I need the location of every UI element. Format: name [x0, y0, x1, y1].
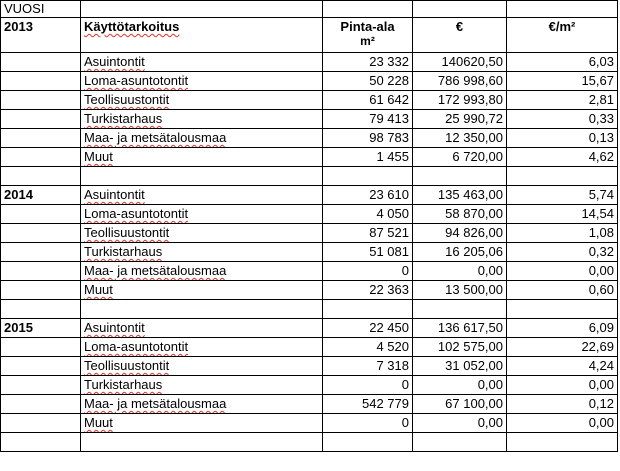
empty-cell: [81, 300, 323, 319]
year-cell: [1, 262, 81, 281]
area-cell: 23 332: [323, 53, 413, 72]
euro-per-m2-cell: 15,67: [507, 72, 618, 91]
area-cell: 542 779: [323, 395, 413, 414]
purpose-label: Loma-asuntotontit: [84, 339, 189, 354]
euro-per-m2-cell: 2,81: [507, 91, 618, 110]
table-row: [1, 129, 618, 148]
blank-row: [1, 433, 618, 452]
year-cell: [1, 148, 81, 167]
purpose-cell: [81, 319, 323, 338]
table-row: [1, 53, 618, 72]
purpose-cell: [81, 414, 323, 433]
area-cell: 79 413: [323, 110, 413, 129]
table-row: [1, 338, 618, 357]
purpose-cell: [81, 205, 323, 224]
purpose-label: Turkistarhaus: [84, 377, 163, 392]
euro-per-m2-cell: 0,60: [507, 281, 618, 300]
area-cell: 4 050: [323, 205, 413, 224]
table-row: [1, 281, 618, 300]
euro-per-m2-cell: 0,13: [507, 129, 618, 148]
euro-cell: 0,00: [413, 376, 507, 395]
header-year-cell: 2013: [1, 18, 81, 53]
year-cell: [1, 281, 81, 300]
area-cell: 7 318: [323, 357, 413, 376]
area-cell: 51 081: [323, 243, 413, 262]
euro-cell: 13 500,00: [413, 281, 507, 300]
empty-cell: [1, 167, 81, 186]
empty-cell: [1, 300, 81, 319]
purpose-label: Loma-asuntotontit: [84, 73, 189, 88]
header-area-label: Pinta-ala: [340, 19, 395, 34]
area-cell: 22 450: [323, 319, 413, 338]
euro-cell: 31 052,00: [413, 357, 507, 376]
purpose-cell: [81, 129, 323, 148]
table-row: [1, 224, 618, 243]
area-cell: 0: [323, 376, 413, 395]
purpose-cell: [81, 53, 323, 72]
blank-row: [1, 300, 618, 319]
purpose-cell: [81, 395, 323, 414]
purpose-cell: [81, 338, 323, 357]
year-cell: [1, 357, 81, 376]
empty-cell: [507, 1, 618, 18]
empty-cell: [413, 1, 507, 18]
empty-cell: [323, 433, 413, 452]
area-cell: 61 642: [323, 91, 413, 110]
purpose-label: Asuintontit: [84, 54, 145, 69]
empty-cell: [81, 433, 323, 452]
purpose-cell: [81, 357, 323, 376]
purpose-cell: [81, 110, 323, 129]
table-row: [1, 262, 618, 281]
purpose-label: Muut: [84, 415, 113, 430]
year-cell: [1, 338, 81, 357]
header-area-cell: [323, 18, 413, 53]
header-euro-cell: €: [413, 18, 507, 53]
year-cell: [1, 129, 81, 148]
purpose-label: Asuintontit: [84, 187, 145, 202]
purpose-cell: [81, 72, 323, 91]
euro-per-m2-cell: 5,74: [507, 186, 618, 205]
euro-cell: 94 826,00: [413, 224, 507, 243]
euro-per-m2-cell: 0,12: [507, 395, 618, 414]
area-cell: 23 610: [323, 186, 413, 205]
table-row: [1, 110, 618, 129]
year-cell: [1, 414, 81, 433]
purpose-cell: [81, 186, 323, 205]
area-cell: 98 783: [323, 129, 413, 148]
table-row: [1, 243, 618, 262]
euro-per-m2-cell: 0,33: [507, 110, 618, 129]
empty-cell: [507, 167, 618, 186]
purpose-cell: [81, 148, 323, 167]
empty-cell: [413, 433, 507, 452]
top-label-cell: VUOSI: [1, 1, 81, 18]
year-cell: 2014: [1, 186, 81, 205]
empty-cell: [323, 300, 413, 319]
euro-per-m2-cell: 14,54: [507, 205, 618, 224]
euro-per-m2-cell: 0,32: [507, 243, 618, 262]
table-row: [1, 376, 618, 395]
purpose-cell: [81, 262, 323, 281]
table-row: [1, 395, 618, 414]
header-purpose-cell: [81, 18, 323, 53]
area-cell: 1 455: [323, 148, 413, 167]
year-cell: [1, 376, 81, 395]
table-row: [1, 148, 618, 167]
area-cell: 0: [323, 262, 413, 281]
purpose-label: Asuintontit: [84, 320, 145, 335]
euro-cell: 0,00: [413, 262, 507, 281]
euro-per-m2-cell: 1,08: [507, 224, 618, 243]
euro-cell: 0,00: [413, 414, 507, 433]
empty-cell: [81, 167, 323, 186]
header-area-unit: m²: [360, 34, 375, 48]
euro-per-m2-cell: 0,00: [507, 414, 618, 433]
purpose-cell: [81, 224, 323, 243]
blank-row: [1, 167, 618, 186]
empty-cell: [507, 300, 618, 319]
empty-cell: [323, 1, 413, 18]
area-cell: 87 521: [323, 224, 413, 243]
header-row: [1, 18, 618, 53]
purpose-label: Maa- ja metsätalousmaa: [84, 396, 227, 411]
euro-per-m2-cell: 4,62: [507, 148, 618, 167]
purpose-cell: [81, 243, 323, 262]
euro-cell: 102 575,00: [413, 338, 507, 357]
euro-cell: 140620,50: [413, 53, 507, 72]
year-cell: [1, 224, 81, 243]
euro-per-m2-cell: 0,00: [507, 376, 618, 395]
euro-per-m2-cell: 6,09: [507, 319, 618, 338]
year-cell: 2015: [1, 319, 81, 338]
purpose-label: Teollisuustontit: [84, 92, 170, 107]
euro-per-m2-cell: 0,00: [507, 262, 618, 281]
euro-cell: 16 205,06: [413, 243, 507, 262]
table-row: [1, 319, 618, 338]
euro-cell: 135 463,00: [413, 186, 507, 205]
euro-per-m2-cell: 22,69: [507, 338, 618, 357]
year-cell: [1, 395, 81, 414]
purpose-cell: [81, 281, 323, 300]
header-euro-per-m2-cell: €/m²: [507, 18, 618, 53]
euro-cell: 786 998,60: [413, 72, 507, 91]
euro-cell: 58 870,00: [413, 205, 507, 224]
header-purpose-label: Käyttötarkoitus: [84, 19, 180, 34]
area-cell: 50 228: [323, 72, 413, 91]
euro-per-m2-cell: 4,24: [507, 357, 618, 376]
euro-cell: 6 720,00: [413, 148, 507, 167]
purpose-label: Turkistarhaus: [84, 111, 163, 126]
empty-cell: [507, 433, 618, 452]
purpose-label: Muut: [84, 282, 113, 297]
empty-cell: [1, 433, 81, 452]
empty-cell: [413, 167, 507, 186]
purpose-label: Maa- ja metsätalousmaa: [84, 130, 227, 145]
area-cell: 4 520: [323, 338, 413, 357]
purpose-label: Teollisuustontit: [84, 358, 170, 373]
table-body: [1, 1, 618, 452]
euro-cell: 67 100,00: [413, 395, 507, 414]
year-cell: [1, 53, 81, 72]
top-label-row: [1, 1, 618, 18]
year-cell: [1, 243, 81, 262]
empty-cell: [323, 167, 413, 186]
table-row: [1, 186, 618, 205]
area-cell: 0: [323, 414, 413, 433]
year-cell: [1, 205, 81, 224]
purpose-label: Teollisuustontit: [84, 225, 170, 240]
euro-cell: 12 350,00: [413, 129, 507, 148]
area-cell: 22 363: [323, 281, 413, 300]
euro-per-m2-cell: 6,03: [507, 53, 618, 72]
empty-cell: [413, 300, 507, 319]
purpose-label: Muut: [84, 149, 113, 164]
table-row: [1, 357, 618, 376]
table-row: [1, 414, 618, 433]
euro-cell: 172 993,80: [413, 91, 507, 110]
purpose-label: Maa- ja metsätalousmaa: [84, 263, 227, 278]
purpose-label: Turkistarhaus: [84, 244, 163, 259]
table-row: [1, 91, 618, 110]
purpose-label: Loma-asuntotontit: [84, 206, 189, 221]
year-cell: [1, 72, 81, 91]
empty-cell: [81, 1, 323, 18]
table-row: [1, 72, 618, 91]
purpose-cell: [81, 376, 323, 395]
purpose-cell: [81, 91, 323, 110]
table-row: [1, 205, 618, 224]
year-cell: [1, 110, 81, 129]
euro-cell: 25 990,72: [413, 110, 507, 129]
year-cell: [1, 91, 81, 110]
euro-cell: 136 617,50: [413, 319, 507, 338]
